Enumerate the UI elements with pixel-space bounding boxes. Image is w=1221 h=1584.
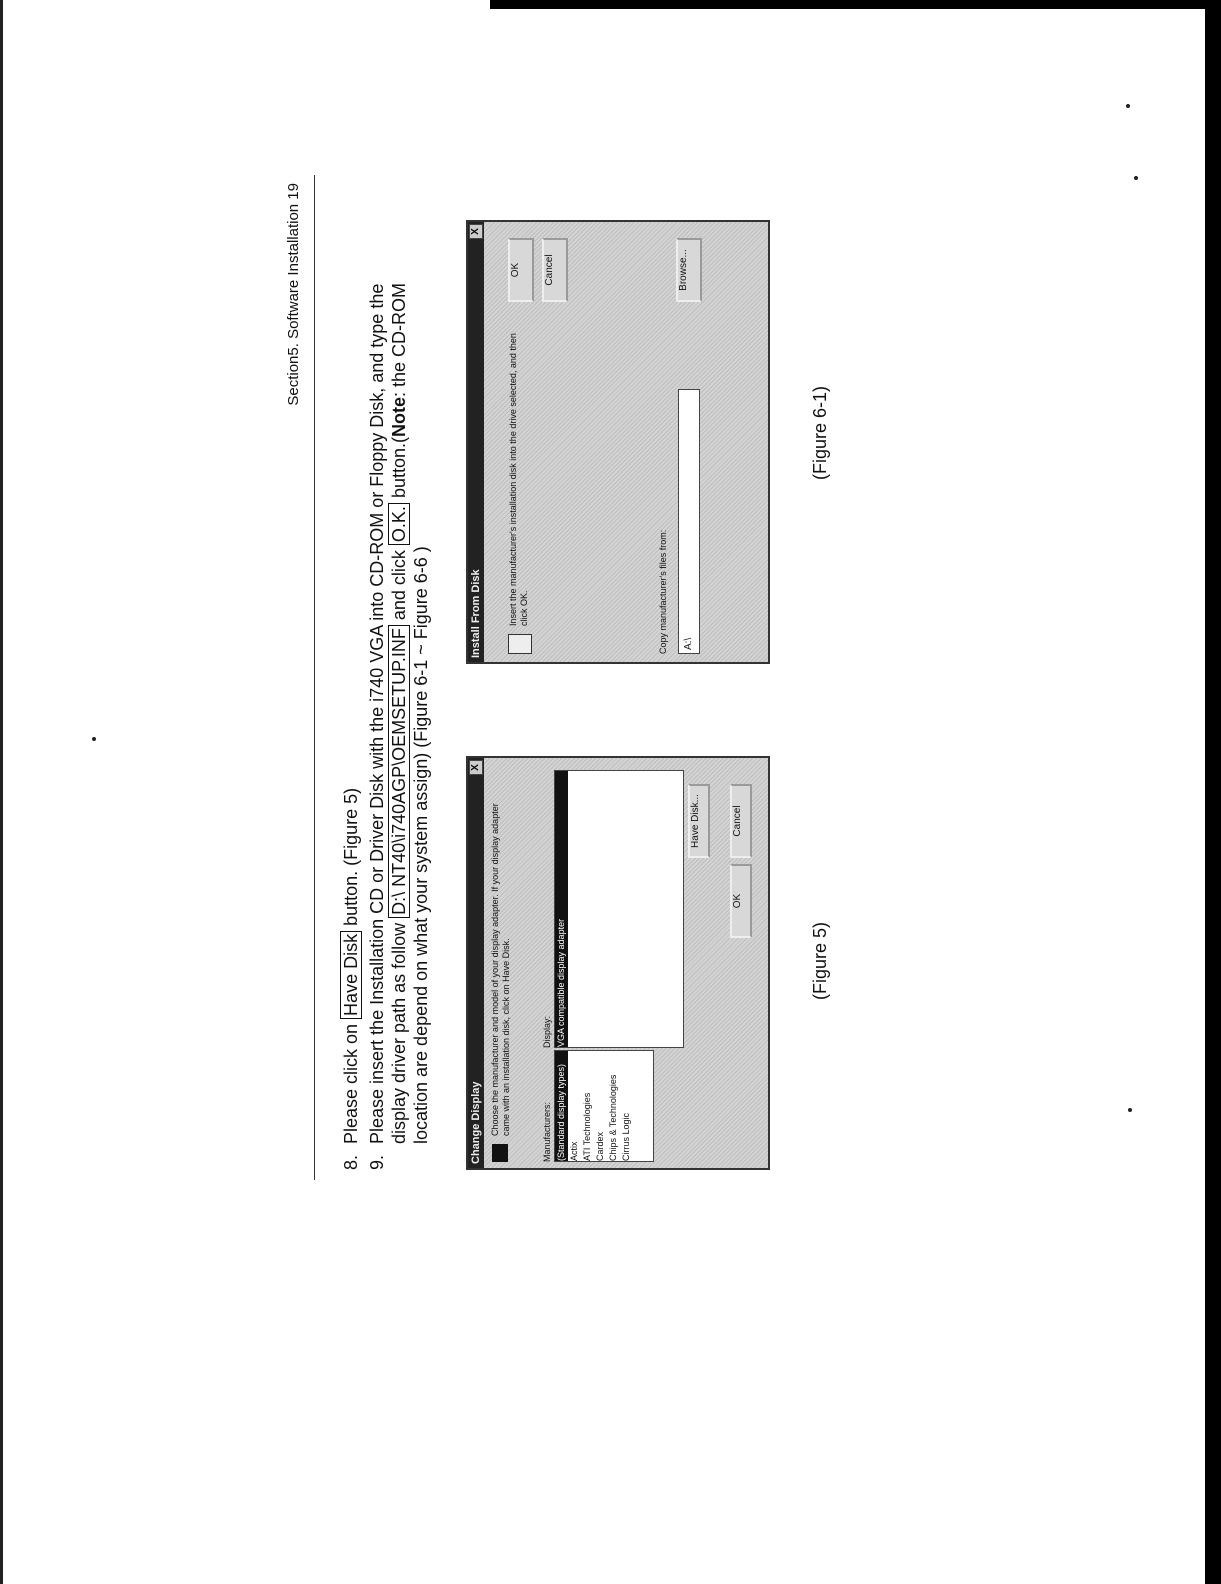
step-number: 9.	[367, 1154, 387, 1170]
browse-button[interactable]: Browse...	[676, 238, 702, 302]
ok-button[interactable]: OK	[730, 864, 752, 938]
display-list[interactable]	[554, 770, 684, 1048]
step-text: button.(	[389, 437, 409, 504]
have-disk-reference: Have Disk	[340, 931, 362, 1019]
step-text: location are depend on what your system assign) (Figure 6-1 ~ Figure 6-6 )	[411, 546, 431, 1144]
install-from-disk-dialog	[466, 220, 770, 664]
cancel-button[interactable]: Cancel	[730, 784, 752, 858]
close-icon[interactable]: X	[469, 224, 483, 239]
driver-path-reference: D:\ NT40\i740AGP\OEMSETUP.INF	[388, 625, 410, 918]
step-text: and click	[389, 545, 409, 626]
display-label: Display:	[542, 1015, 552, 1048]
cancel-button[interactable]: Cancel	[542, 238, 568, 302]
manufacturers-label: Manufacturers:	[542, 1101, 552, 1162]
page-header	[270, 175, 315, 1180]
manufacturer-item[interactable]: Cardex	[595, 1131, 605, 1161]
scan-dot	[1134, 176, 1138, 180]
path-value: A:\	[683, 637, 694, 650]
manufacturer-item[interactable]: Actix	[569, 1141, 579, 1161]
close-icon[interactable]: X	[469, 760, 483, 775]
note-label: Note	[389, 397, 409, 438]
scan-dot	[1126, 104, 1130, 108]
copy-from-label: Copy manufacturer's files from:	[658, 529, 668, 654]
step-text: : the CD-ROM	[389, 283, 409, 398]
dialog-title: Install From Disk	[470, 569, 482, 658]
manufacturer-item[interactable]: Chips & Technologies	[608, 1074, 618, 1161]
figure-5-caption: (Figure 5)	[810, 921, 830, 1000]
manufacturers-list[interactable]	[554, 1050, 654, 1162]
scan-dot	[92, 737, 96, 741]
step-text: button. (Figure 5)	[341, 787, 361, 931]
step-number: 8.	[341, 1154, 361, 1170]
display-item[interactable]: VGA compatible display adapter	[555, 771, 568, 1047]
dialog-message: Choose the manufacturer and model of your display adapter. If your display adapter came with an installation disk, click on Have Disk.	[490, 803, 511, 1136]
scan-dot	[1128, 1108, 1132, 1112]
step-8	[340, 110, 362, 1170]
step-text: Please click on	[341, 1018, 361, 1144]
ok-button[interactable]: OK	[508, 238, 534, 302]
scan-edge-left	[0, 0, 3, 1584]
path-input[interactable]	[678, 389, 700, 654]
floppy-disk-icon	[508, 634, 532, 654]
manufacturer-item[interactable]: Cirrus Logic	[621, 1112, 631, 1161]
change-display-dialog	[466, 756, 770, 1170]
header-text: Section5. Software Installation 19	[285, 183, 302, 406]
dialog-message: Insert the manufacturer's installation disk into the drive selected, and then click OK.	[508, 333, 529, 626]
manufacturer-item[interactable]: (Standard display types)	[555, 1051, 568, 1161]
monitor-icon	[492, 1144, 508, 1162]
instruction-steps	[340, 110, 432, 1170]
dialog-titlebar	[468, 222, 484, 662]
dialog-titlebar	[468, 758, 484, 1168]
step-text: Please insert the Installation CD or Driver Disk with the i740 VGA into CD-ROM or Floppy Disk, and type the	[367, 283, 387, 1144]
step-text: display driver path as follow	[389, 917, 409, 1144]
scan-edge-top	[490, 0, 1221, 9]
rotated-page-content	[270, 110, 830, 1180]
manufacturer-item[interactable]: ATI Technologies	[582, 1092, 592, 1161]
have-disk-button[interactable]: Have Disk...	[688, 784, 710, 858]
dialog-title: Change Display	[470, 1081, 482, 1164]
scan-edge-right	[1205, 0, 1221, 1584]
step-9	[366, 110, 432, 1170]
ok-reference: O.K.	[388, 503, 410, 545]
figure-6-1-caption: (Figure 6-1)	[810, 385, 830, 480]
